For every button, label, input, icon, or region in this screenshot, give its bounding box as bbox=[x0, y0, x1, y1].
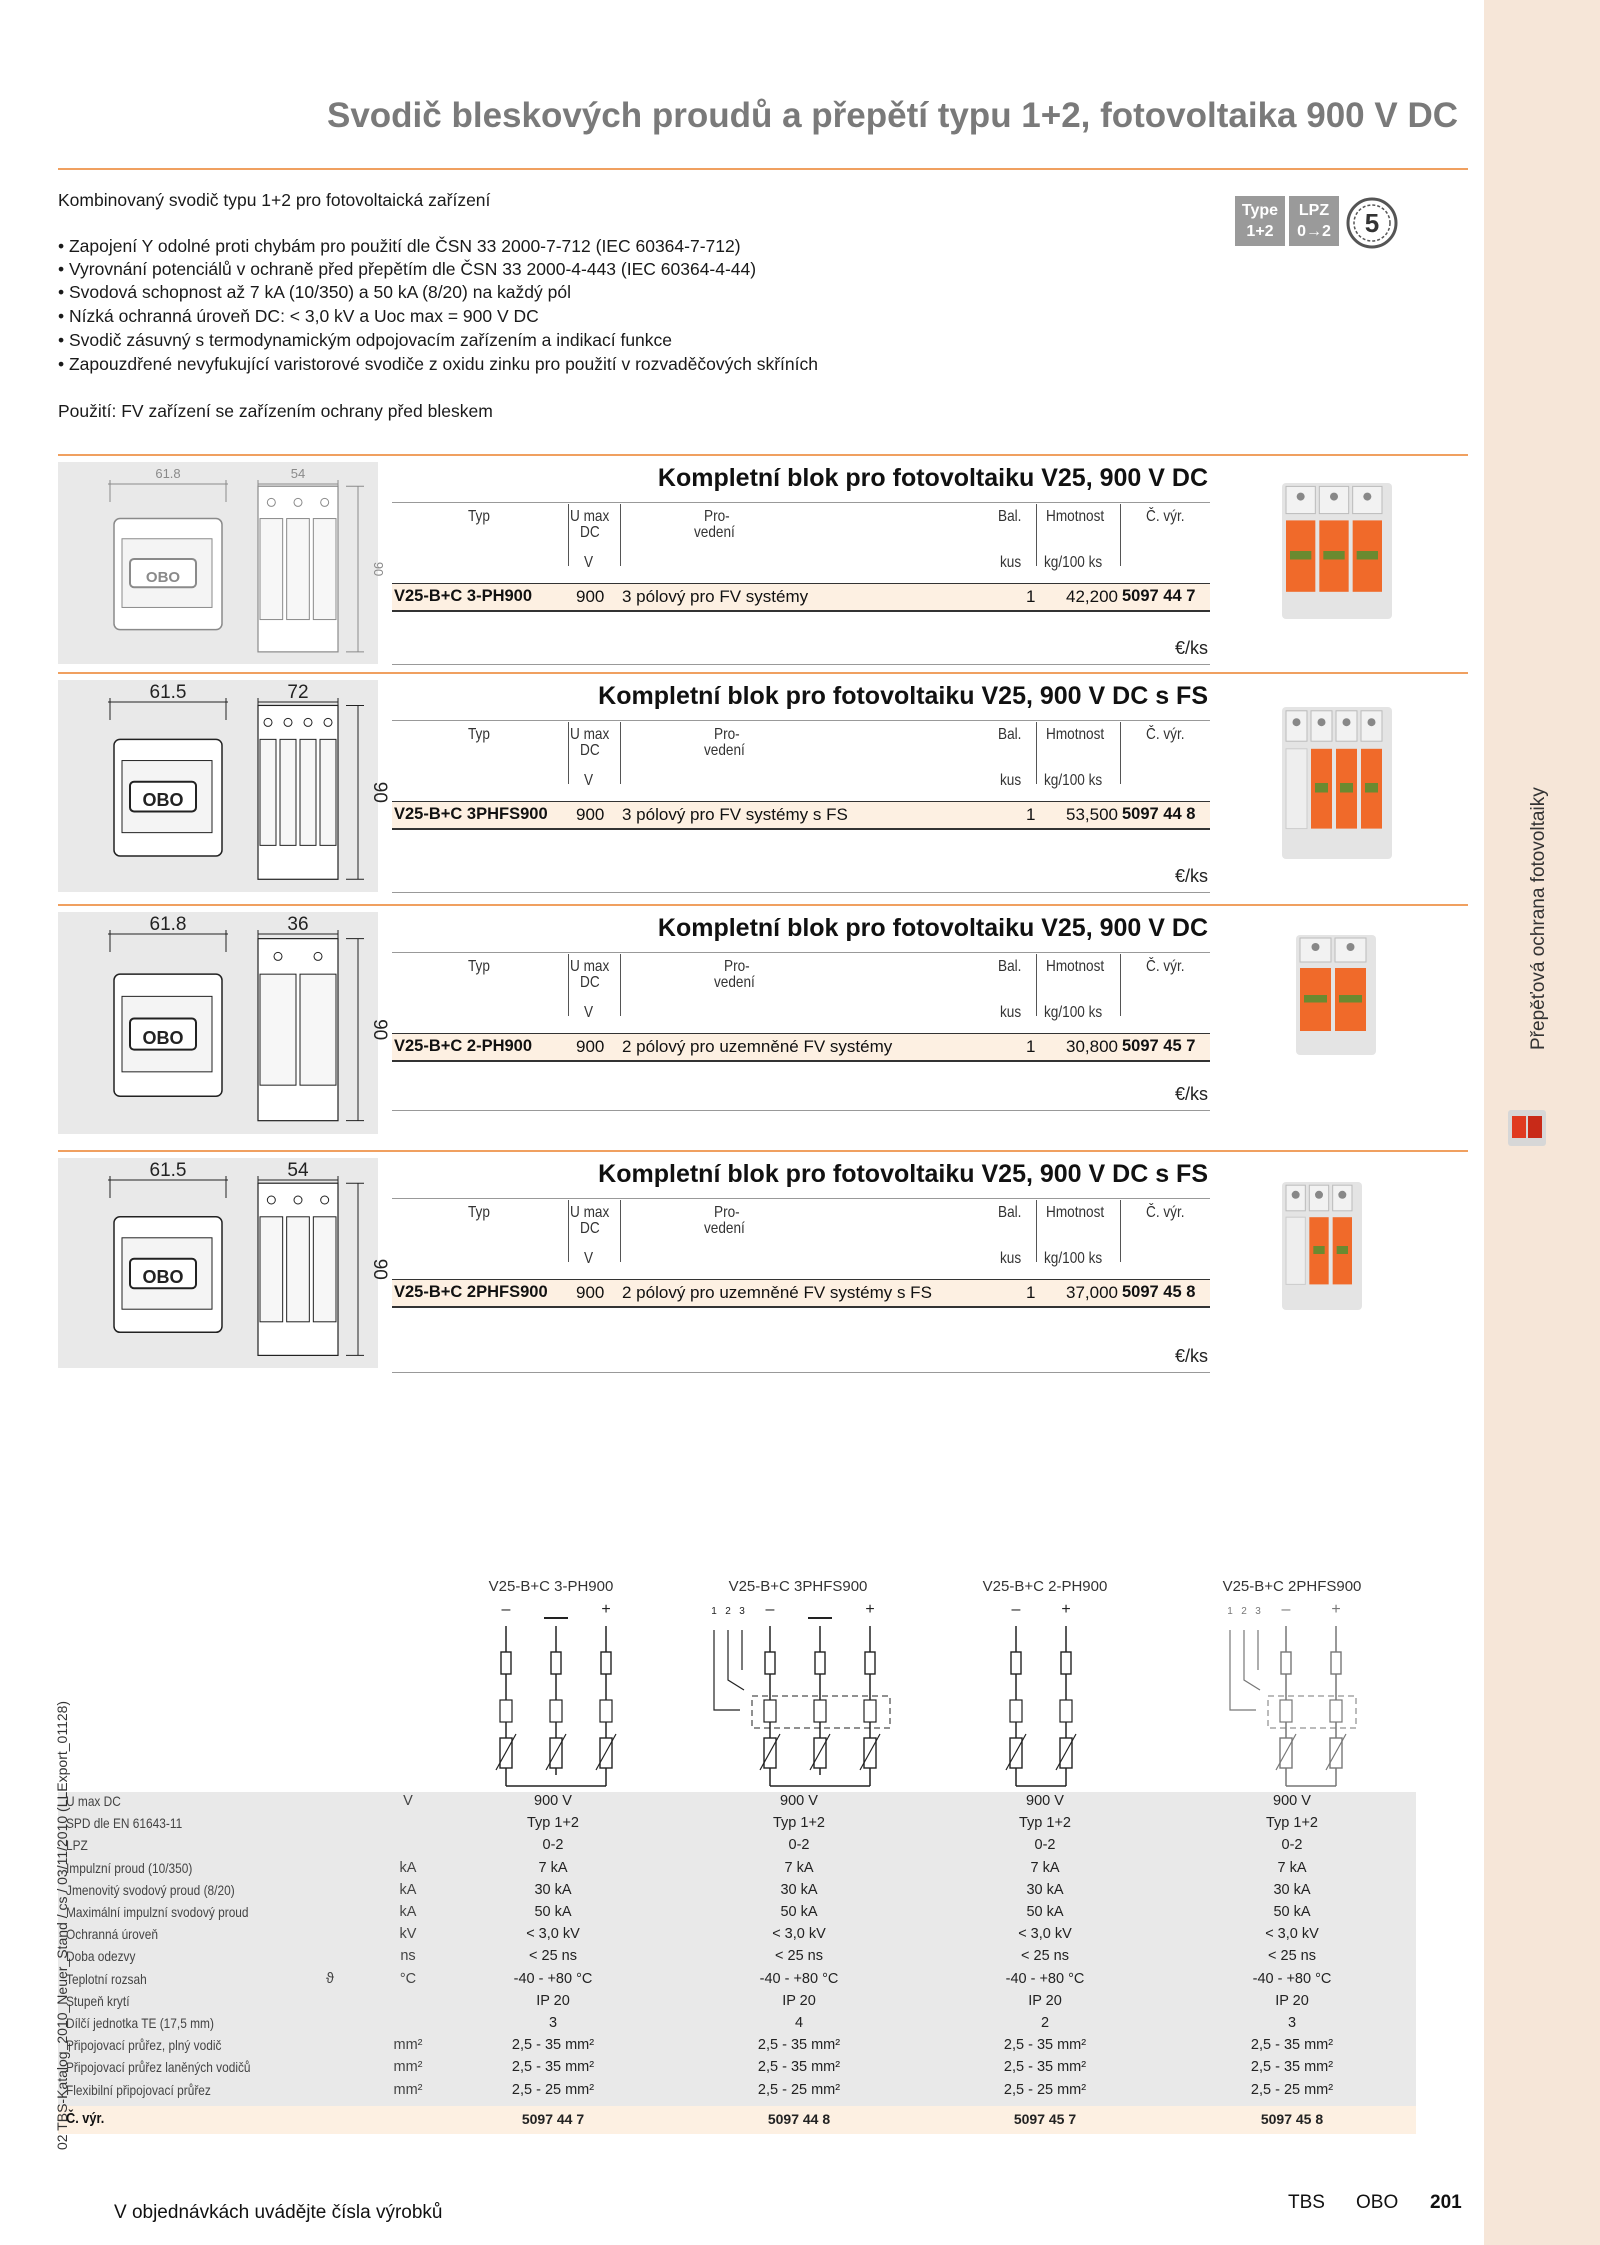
spec-value: 2,5 - 25 mm² bbox=[511, 2081, 595, 2098]
spec-value: 7 kA bbox=[538, 1859, 568, 1876]
spec-value: 3 bbox=[548, 2015, 558, 2031]
column-header: Typ bbox=[468, 1204, 490, 1221]
spec-value: -40 - +80 °C bbox=[759, 1970, 839, 1987]
block-divider bbox=[58, 672, 1468, 674]
spec-label: Flexibilní připojovací průřez bbox=[66, 2081, 211, 2098]
title-divider bbox=[58, 168, 1468, 170]
dimension-label: 61.5 bbox=[149, 1160, 187, 1181]
product-cell: 900 bbox=[576, 1037, 605, 1056]
spec-value: 900 V bbox=[780, 1793, 818, 1809]
dimension-label: 54 bbox=[290, 466, 306, 481]
schematic-title: V25-B+C 3-PH900 bbox=[488, 1578, 614, 1595]
fs-terminal-number: 2 bbox=[1241, 1606, 1247, 1617]
column-header: Typ bbox=[468, 726, 490, 743]
column-header: DC bbox=[580, 974, 600, 991]
column-header: Pro- bbox=[704, 508, 730, 525]
price-unit: €/ks bbox=[1174, 866, 1208, 886]
terminal-minus-label: – bbox=[501, 1601, 511, 1618]
column-header: Pro- bbox=[714, 1204, 740, 1221]
column-header: V bbox=[584, 1004, 594, 1021]
spec-unit: mm² bbox=[393, 2059, 423, 2076]
spec-value: 0-2 bbox=[1034, 1837, 1056, 1854]
spec-value: < 25 ns bbox=[775, 1948, 823, 1965]
terminal-plus-label: + bbox=[601, 1601, 611, 1618]
spec-value: 30 kA bbox=[1273, 1881, 1311, 1898]
column-header: Č. výr. bbox=[1146, 726, 1185, 743]
spec-value: 900 V bbox=[1273, 1793, 1311, 1809]
block-title: Kompletní blok pro fotovoltaiku V25, 900 V DC bbox=[657, 464, 1208, 492]
product-cell: 1 bbox=[1026, 805, 1036, 824]
intro-bullet: • Nízká ochranná úroveň DC: < 3,0 kV a Uoc max = 900 V DC bbox=[58, 306, 539, 326]
spec-product-code: 5097 44 8 bbox=[767, 2110, 831, 2127]
column-header: vedení bbox=[694, 524, 735, 541]
terminal-minus-label: – bbox=[1011, 1601, 1021, 1618]
dimension-label: 90 bbox=[369, 1019, 390, 1041]
spec-label: Připojovací průřez, plný vodič bbox=[66, 2037, 222, 2054]
spec-value: 7 kA bbox=[784, 1859, 814, 1876]
spec-value: 30 kA bbox=[780, 1881, 818, 1898]
column-header: V bbox=[584, 772, 594, 789]
spec-value: 0-2 bbox=[1281, 1837, 1303, 1854]
footer-brand-tbs: TBS bbox=[1288, 2192, 1325, 2213]
price-unit: €/ks bbox=[1174, 638, 1208, 658]
intro-heading: Kombinovaný svodič typu 1+2 pro fotovoltaická zařízení bbox=[58, 190, 491, 210]
intro-usage: Použití: FV zařízení se zařízením ochrany před bleskem bbox=[58, 401, 493, 421]
spec-value: 2,5 - 35 mm² bbox=[1003, 2037, 1087, 2054]
product-cell: 42,200 bbox=[1066, 587, 1118, 606]
column-header: Hmotnost bbox=[1046, 958, 1105, 975]
svg-text:5: 5 bbox=[1364, 208, 1380, 238]
spec-unit: mm² bbox=[393, 2081, 423, 2098]
column-header: Pro- bbox=[714, 726, 740, 743]
fs-terminal-number: 3 bbox=[739, 1606, 745, 1617]
intro-bullet: • Vyrovnání potenciálů v ochraně před přepětím dle ČSN 33 2000-4-443 (IEC 60364-4-44) bbox=[58, 259, 757, 279]
product-cell: V25-B+C 3-PH900 bbox=[394, 587, 533, 605]
product-cell: 1 bbox=[1026, 1283, 1036, 1302]
spec-value: 2,5 - 35 mm² bbox=[511, 2037, 595, 2054]
column-header: V bbox=[584, 554, 594, 571]
column-header: Bal. bbox=[998, 1204, 1022, 1221]
quality-seal-icon bbox=[1345, 196, 1399, 250]
column-header: kg/100 ks bbox=[1044, 772, 1103, 789]
product-cell: 900 bbox=[576, 1283, 605, 1302]
footer-brand-obo: OBO bbox=[1356, 2192, 1399, 2213]
terminal-minus-label: – bbox=[765, 1601, 775, 1618]
spec-unit: kA bbox=[399, 1881, 417, 1898]
spec-value: 2,5 - 35 mm² bbox=[1250, 2037, 1334, 2054]
spec-value: < 25 ns bbox=[1021, 1948, 1069, 1965]
column-header: Č. výr. bbox=[1146, 508, 1185, 525]
column-header: kus bbox=[1000, 1004, 1022, 1021]
obo-logo: OBO bbox=[145, 569, 181, 587]
spec-unit: ns bbox=[400, 1948, 416, 1965]
intro-bullet: • Zapouzdřené nevyfukující varistorové svodiče z oxidu zinku pro použití v rozvaděčových skříních bbox=[58, 354, 818, 374]
spec-label: Připojovací průřez laněných vodičů bbox=[66, 2059, 251, 2076]
column-header: Hmotnost bbox=[1046, 508, 1105, 525]
fs-terminal-number: 1 bbox=[1227, 1606, 1233, 1617]
spec-value: < 25 ns bbox=[1268, 1948, 1316, 1965]
intro-bullet: • Svodič zásuvný s termodynamickým odpojovacím zařízením a indikací funkce bbox=[58, 330, 673, 350]
spec-value: 50 kA bbox=[780, 1904, 818, 1920]
type-badge: Type 1+2 bbox=[1235, 196, 1285, 246]
column-header: kg/100 ks bbox=[1044, 1250, 1103, 1267]
spec-unit: kA bbox=[399, 1859, 417, 1876]
spec-product-code: 5097 44 7 bbox=[521, 2110, 585, 2127]
column-header: DC bbox=[580, 1220, 600, 1237]
spec-value: Typ 1+2 bbox=[773, 1815, 825, 1832]
spec-value: 4 bbox=[794, 2015, 804, 2031]
product-cell: V25-B+C 2PHFS900 bbox=[394, 1283, 548, 1301]
spec-value: Typ 1+2 bbox=[527, 1815, 579, 1832]
column-header: vedení bbox=[704, 1220, 745, 1237]
spec-unit: °C bbox=[399, 1970, 417, 1987]
product-cell: 5097 44 8 bbox=[1122, 805, 1196, 823]
spec-value: 30 kA bbox=[534, 1881, 572, 1898]
block-divider bbox=[58, 454, 1468, 456]
product-cell: 53,500 bbox=[1066, 805, 1118, 824]
spec-value: 2,5 - 35 mm² bbox=[1250, 2059, 1334, 2076]
block-divider bbox=[58, 1150, 1468, 1152]
spec-label: Č. výr. bbox=[66, 2109, 105, 2127]
spec-value: 2,5 - 25 mm² bbox=[757, 2081, 841, 2098]
dimension-label: 90 bbox=[371, 561, 386, 577]
spec-value: 50 kA bbox=[1026, 1904, 1064, 1920]
product-photo bbox=[1272, 688, 1412, 878]
product-cell: 2 pólový pro uzemněné FV systémy bbox=[622, 1037, 893, 1056]
column-header: Č. výr. bbox=[1146, 958, 1185, 975]
price-unit: €/ks bbox=[1174, 1084, 1208, 1104]
product-cell: 900 bbox=[576, 587, 605, 606]
spec-unit: kV bbox=[399, 1926, 417, 1943]
column-header: U max bbox=[570, 726, 610, 743]
fs-terminal-number: 3 bbox=[1255, 1606, 1261, 1617]
spec-value: 3 bbox=[1287, 2015, 1297, 2031]
column-header: Pro- bbox=[724, 958, 750, 975]
spec-value: 2,5 - 35 mm² bbox=[1003, 2059, 1087, 2076]
column-header: Hmotnost bbox=[1046, 726, 1105, 743]
spec-label: Ochranná úroveň bbox=[66, 1926, 158, 1943]
spec-value: 2 bbox=[1040, 2015, 1050, 2031]
product-cell: 5097 44 7 bbox=[1122, 587, 1196, 605]
spec-value: 2,5 - 25 mm² bbox=[1250, 2081, 1334, 2098]
spec-label: Dílčí jednotka TE (17,5 mm) bbox=[66, 2015, 214, 2031]
column-header: kus bbox=[1000, 1250, 1022, 1267]
spec-label: LPZ bbox=[66, 1837, 88, 1854]
schematic-title: V25-B+C 2PHFS900 bbox=[1222, 1578, 1362, 1595]
column-header: kus bbox=[1000, 772, 1022, 789]
dimension-label: 36 bbox=[287, 914, 309, 935]
product-cell: 2 pólový pro uzemněné FV systémy s FS bbox=[622, 1283, 932, 1302]
spec-unit: mm² bbox=[393, 2037, 423, 2054]
terminal-minus-label: – bbox=[1281, 1601, 1291, 1618]
dimension-label: 90 bbox=[369, 781, 390, 803]
spec-value: < 3,0 kV bbox=[1265, 1926, 1319, 1943]
spec-label: Stupeň krytí bbox=[66, 1992, 130, 2009]
column-header: Bal. bbox=[998, 508, 1022, 525]
spec-value: 7 kA bbox=[1277, 1859, 1307, 1876]
spec-value: 0-2 bbox=[788, 1837, 810, 1854]
page-number: 201 bbox=[1430, 2192, 1462, 2213]
column-header: Bal. bbox=[998, 958, 1022, 975]
spec-value: IP 20 bbox=[782, 1992, 816, 2009]
page-title: Svodič bleskových proudů a přepětí typu 1+2, fotovoltaika 900 V DC bbox=[326, 96, 1458, 135]
column-header: vedení bbox=[704, 742, 745, 759]
spec-value: < 3,0 kV bbox=[526, 1926, 580, 1943]
intro-bullet: • Zapojení Y odolné proti chybám pro použití dle ČSN 33 2000-7-712 (IEC 60364-7-712) bbox=[58, 236, 741, 256]
column-header: Typ bbox=[468, 508, 490, 525]
lpz-badge: LPZ 0→2 bbox=[1289, 196, 1339, 246]
spec-value: -40 - +80 °C bbox=[1005, 1970, 1085, 1987]
price-unit: €/ks bbox=[1174, 1346, 1208, 1366]
spec-label: Maximální impulzní svodový proud bbox=[66, 1904, 249, 1920]
spec-value: Typ 1+2 bbox=[1019, 1815, 1071, 1832]
spec-value: IP 20 bbox=[1028, 1992, 1062, 2009]
product-cell: 3 pólový pro FV systémy bbox=[622, 587, 809, 606]
spec-value: 2,5 - 25 mm² bbox=[1003, 2081, 1087, 2098]
spec-value: < 25 ns bbox=[529, 1948, 577, 1965]
spec-label: Jmenovitý svodový proud (8/20) bbox=[66, 1881, 235, 1898]
schematic-title: V25-B+C 3PHFS900 bbox=[728, 1578, 868, 1595]
product-cell: 37,000 bbox=[1066, 1283, 1118, 1302]
column-header: DC bbox=[580, 524, 600, 541]
spec-value: 30 kA bbox=[1026, 1881, 1064, 1898]
obo-logo: OBO bbox=[142, 1028, 184, 1049]
dimension-label: 72 bbox=[287, 682, 309, 703]
spec-value: 7 kA bbox=[1030, 1859, 1060, 1876]
column-header: Typ bbox=[468, 958, 490, 975]
column-header: DC bbox=[580, 742, 600, 759]
spec-value: -40 - +80 °C bbox=[1252, 1970, 1332, 1987]
spec-label: Impulzní proud (10/350) bbox=[66, 1859, 193, 1876]
column-header: kg/100 ks bbox=[1044, 1004, 1103, 1021]
product-cell: 5097 45 7 bbox=[1122, 1037, 1196, 1055]
terminal-plus-label: + bbox=[1061, 1601, 1071, 1618]
column-header: kus bbox=[1000, 554, 1022, 571]
dimension-label: 90 bbox=[369, 1258, 390, 1280]
spec-value: 50 kA bbox=[534, 1904, 572, 1920]
spec-unit: kA bbox=[399, 1904, 417, 1920]
spec-value: 900 V bbox=[534, 1793, 572, 1809]
block-divider bbox=[58, 904, 1468, 906]
product-cell: 30,800 bbox=[1066, 1037, 1118, 1056]
spec-value: 2,5 - 35 mm² bbox=[511, 2059, 595, 2076]
product-cell: 3 pólový pro FV systémy s FS bbox=[622, 805, 848, 824]
wiring-schematics bbox=[420, 1600, 1420, 1792]
spec-value: 0-2 bbox=[542, 1837, 564, 1854]
column-header: Hmotnost bbox=[1046, 1204, 1105, 1221]
spec-label: Teplotní rozsah bbox=[66, 1970, 147, 1987]
column-header: Č. výr. bbox=[1146, 1204, 1185, 1221]
fs-terminal-number: 1 bbox=[711, 1606, 717, 1617]
dimension-drawing bbox=[58, 912, 390, 1134]
spec-value: 2,5 - 35 mm² bbox=[757, 2037, 841, 2054]
product-cell: V25-B+C 3PHFS900 bbox=[394, 805, 548, 823]
block-title: Kompletní blok pro fotovoltaiku V25, 900 V DC s FS bbox=[598, 1160, 1208, 1188]
dimension-label: 61.5 bbox=[149, 682, 187, 703]
terminal-plus-label: + bbox=[1331, 1601, 1341, 1618]
dimension-drawing bbox=[58, 462, 386, 664]
column-header: U max bbox=[570, 508, 610, 525]
spec-value: -40 - +80 °C bbox=[513, 1970, 593, 1987]
dimension-label: 61.8 bbox=[149, 914, 187, 935]
spec-label: SPD dle EN 61643-11 bbox=[66, 1815, 183, 1832]
column-header: V bbox=[584, 1250, 594, 1267]
spec-value: 50 kA bbox=[1273, 1904, 1311, 1920]
spec-value: IP 20 bbox=[536, 1992, 570, 2009]
column-header: U max bbox=[570, 1204, 610, 1221]
fs-terminal-number: 2 bbox=[725, 1606, 731, 1617]
obo-logo: OBO bbox=[142, 1266, 184, 1287]
dimension-label: 54 bbox=[287, 1160, 309, 1181]
terminal-plus-label: + bbox=[865, 1601, 875, 1618]
dimension-label: 61.8 bbox=[155, 466, 181, 481]
spec-value: 2,5 - 35 mm² bbox=[757, 2059, 841, 2076]
spec-symbol: ϑ bbox=[326, 1970, 334, 1987]
product-photo bbox=[1272, 1166, 1412, 1326]
dimension-drawing bbox=[58, 1158, 390, 1368]
block-title: Kompletní blok pro fotovoltaiku V25, 900 V DC bbox=[657, 914, 1208, 942]
column-header: kg/100 ks bbox=[1044, 554, 1103, 571]
dimension-drawing bbox=[58, 680, 390, 892]
product-photo bbox=[1286, 920, 1426, 1070]
spec-value: 900 V bbox=[1026, 1793, 1064, 1809]
product-cell: V25-B+C 2-PH900 bbox=[394, 1037, 533, 1055]
spec-unit: V bbox=[403, 1793, 413, 1809]
spec-product-code: 5097 45 8 bbox=[1260, 2110, 1324, 2127]
product-cell: 1 bbox=[1026, 1037, 1036, 1056]
block-title: Kompletní blok pro fotovoltaiku V25, 900 V DC s FS bbox=[598, 682, 1208, 710]
footer-note: V objednávkách uvádějte čísla výrobků bbox=[114, 2202, 443, 2223]
spec-label: U max DC bbox=[66, 1793, 121, 1809]
product-cell: 1 bbox=[1026, 587, 1036, 606]
product-cell: 900 bbox=[576, 805, 605, 824]
column-header: U max bbox=[570, 958, 610, 975]
product-cell: 5097 45 8 bbox=[1122, 1283, 1196, 1301]
obo-logo: OBO bbox=[142, 790, 184, 811]
schematic-title: V25-B+C 2-PH900 bbox=[982, 1578, 1108, 1595]
section-thumbnail-icon bbox=[1506, 1106, 1548, 1150]
column-header: Bal. bbox=[998, 726, 1022, 743]
spec-value: < 3,0 kV bbox=[1018, 1926, 1072, 1943]
product-photo bbox=[1272, 466, 1412, 636]
spec-product-code: 5097 45 7 bbox=[1013, 2110, 1077, 2127]
spec-value: IP 20 bbox=[1275, 1992, 1309, 2009]
column-header: vedení bbox=[714, 974, 755, 991]
spec-value: < 3,0 kV bbox=[772, 1926, 826, 1943]
intro-bullet: • Svodová schopnost až 7 kA (10/350) a 50 kA (8/20) na každý pól bbox=[58, 282, 571, 302]
spec-label: Doba odezvy bbox=[66, 1948, 136, 1965]
spec-value: Typ 1+2 bbox=[1266, 1815, 1318, 1832]
